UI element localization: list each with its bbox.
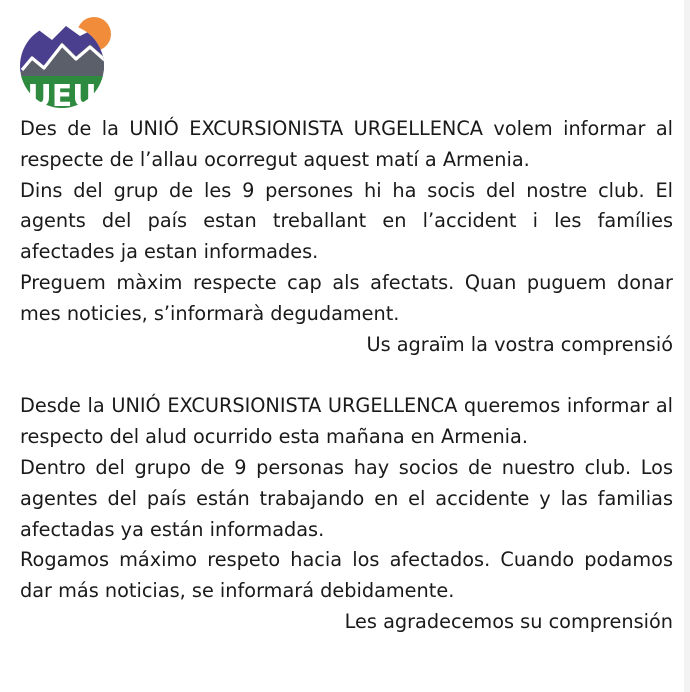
announcement-text xyxy=(20,114,673,638)
club-logo-icon xyxy=(18,14,112,110)
spanish-paragraph-2: Dentro del grupo de 9 personas hay socios de nuestro club. Los agentes del país están trabajando en el accidente y las familias afectadas ya están informadas. xyxy=(20,455,673,541)
catalan-paragraph-3: Preguem màxim respecte cap als afectats. Quan puguem donar mes noticies, s’informarà degudament. xyxy=(20,270,673,325)
page-edge xyxy=(684,0,690,692)
catalan-paragraph-1: Des de la UNIÓ EXCURSIONISTA URGELLENCA volem informar al respecte de l’allau ocorregut aquest matí a Armenia. xyxy=(20,117,673,171)
catalan-paragraph-2: Dins del grup de les 9 persones hi ha socis del nostre club. El agents del país estan treballant en l’accident i les famílies afectades ja estan informades. xyxy=(20,178,673,264)
logo-text: UEU xyxy=(27,79,97,110)
catalan-closing: Us agraïm la vostra comprensió xyxy=(366,332,673,356)
spanish-paragraph-3: Rogamos máximo respeto hacia los afectados. Cuando podamos dar más noticias, se informará debidamente. xyxy=(20,548,673,603)
section-gap xyxy=(20,360,673,391)
spanish-closing: Les agradecemos su comprensión xyxy=(344,609,673,633)
spanish-paragraph-1: Desde la UNIÓ EXCURSIONISTA URGELLENCA queremos informar al respecto del alud ocurrido esta mañana en Armenia. xyxy=(20,394,673,449)
